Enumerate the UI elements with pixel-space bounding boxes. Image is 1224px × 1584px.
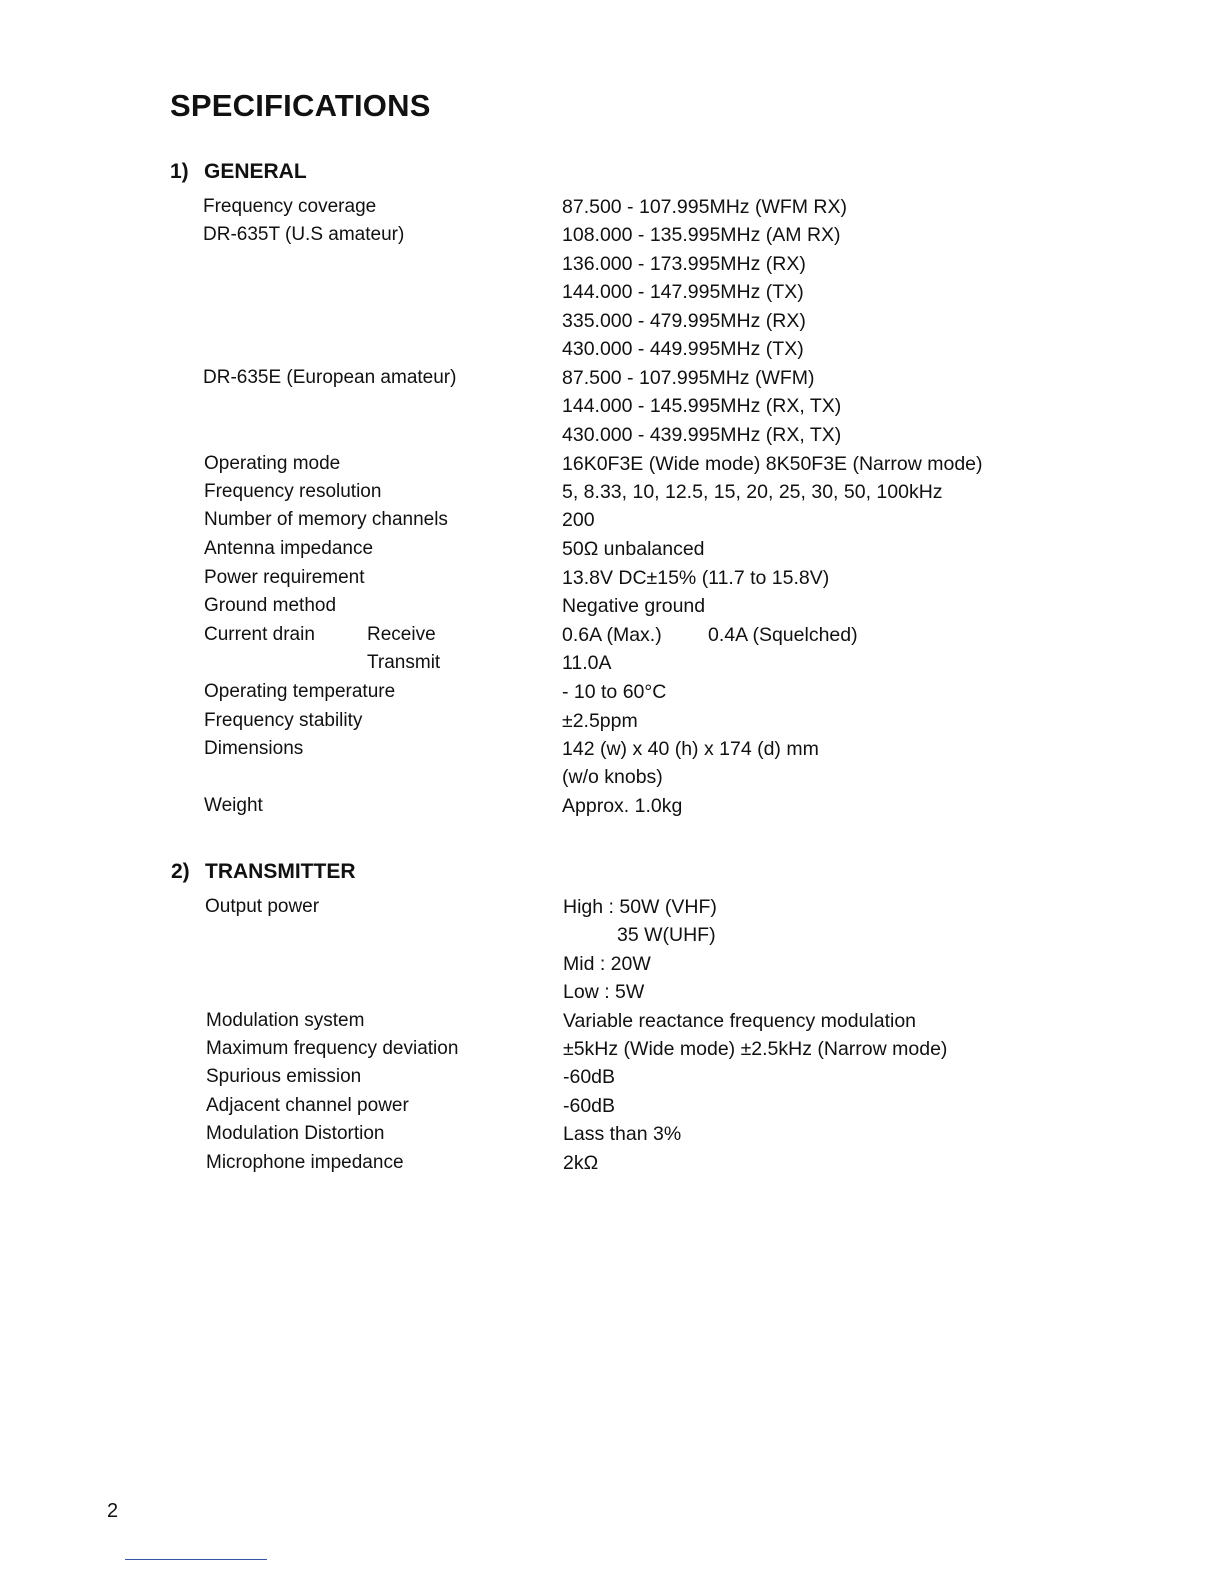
spec-value: 13.8V DC±15% (11.7 to 15.8V) (562, 567, 830, 589)
section-transmitter-heading (171, 860, 356, 884)
spec-value-receive-squelched: 0.4A (Squelched) (708, 624, 858, 646)
spec-value-dr635e-1: 87.500 - 107.995MHz (WFM) (562, 367, 815, 389)
footer-divider (125, 1559, 267, 1560)
spec-value-output-high: High : 50W (VHF) (563, 896, 717, 918)
spec-value: ±5kHz (Wide mode) ±2.5kHz (Narrow mode) (563, 1038, 948, 1060)
spec-value: Lass than 3% (563, 1123, 682, 1145)
section-general-heading (170, 160, 307, 184)
spec-value: 16K0F3E (Wide mode) 8K50F3E (Narrow mode) (562, 453, 983, 475)
spec-value: ±2.5ppm (562, 710, 638, 732)
section-number: 2) (171, 860, 190, 883)
spec-label: Maximum frequency deviation (206, 1038, 459, 1059)
spec-label: Dimensions (204, 738, 304, 759)
section-title: TRANSMITTER (205, 860, 356, 883)
spec-value-output-uhf: 35 W(UHF) (617, 924, 716, 946)
spec-label: Ground method (204, 595, 337, 616)
spec-value: 200 (562, 509, 595, 531)
spec-value-dr635t-6: 430.000 - 449.995MHz (TX) (562, 338, 804, 360)
spec-label: Frequency stability (204, 710, 363, 731)
spec-label: Power requirement (204, 567, 365, 588)
spec-label: Spurious emission (206, 1066, 362, 1087)
spec-sublabel-receive: Receive (367, 624, 436, 645)
spec-label: Operating mode (204, 453, 341, 474)
spec-value: 142 (w) x 40 (h) x 174 (d) mm (562, 738, 819, 760)
page-number: 2 (107, 1500, 119, 1522)
spec-label: Adjacent channel power (206, 1095, 409, 1116)
spec-label: Microphone impedance (206, 1152, 404, 1173)
spec-value-dr635t-1: 87.500 - 107.995MHz (WFM RX) (562, 196, 848, 218)
spec-value-output-mid: Mid : 20W (563, 953, 651, 975)
spec-value: Negative ground (562, 595, 706, 617)
spec-sublabel-transmit: Transmit (367, 652, 441, 673)
spec-value: - 10 to 60°C (562, 681, 667, 703)
spec-value-dr635t-3: 136.000 - 173.995MHz (RX) (562, 253, 806, 275)
spec-label: Modulation system (206, 1010, 365, 1031)
spec-value-dimensions-note: (w/o knobs) (562, 766, 663, 788)
spec-label: Frequency resolution (204, 481, 382, 502)
spec-value-dr635t-5: 335.000 - 479.995MHz (RX) (562, 310, 806, 332)
spec-label-frequency-coverage: Frequency coverage (203, 196, 377, 217)
spec-value: 50Ω unbalanced (562, 538, 705, 560)
spec-value-output-low: Low : 5W (563, 981, 645, 1003)
spec-label-current-drain: Current drain (204, 624, 315, 645)
spec-value: 5, 8.33, 10, 12.5, 15, 20, 25, 30, 50, 100kHz (562, 481, 943, 503)
spec-value: Variable reactance frequency modulation (563, 1010, 917, 1032)
spec-value-receive: 0.6A (Max.) (562, 624, 662, 646)
spec-label: Antenna impedance (204, 538, 374, 559)
spec-label-dr635t: DR-635T (U.S amateur) (203, 224, 405, 245)
spec-label-weight: Weight (204, 795, 263, 816)
spec-value-dr635t-4: 144.000 - 147.995MHz (TX) (562, 281, 804, 303)
spec-value-weight: Approx. 1.0kg (562, 795, 683, 817)
spec-value: -60dB (563, 1095, 616, 1117)
spec-label: Operating temperature (204, 681, 396, 702)
spec-label: Modulation Distortion (206, 1123, 385, 1144)
spec-value-dr635t-2: 108.000 - 135.995MHz (AM RX) (562, 224, 841, 246)
spec-value-transmit: 11.0A (562, 652, 612, 674)
section-title: GENERAL (204, 160, 307, 183)
spec-value: 2kΩ (563, 1152, 599, 1174)
section-number: 1) (170, 160, 189, 183)
spec-label-output-power: Output power (205, 896, 320, 917)
spec-label-dr635e: DR-635E (European amateur) (203, 367, 457, 388)
spec-value-dr635e-2: 144.000 - 145.995MHz (RX, TX) (562, 395, 842, 417)
spec-label: Number of memory channels (204, 509, 448, 530)
page-title: SPECIFICATIONS (170, 88, 431, 123)
spec-value-dr635e-3: 430.000 - 439.995MHz (RX, TX) (562, 424, 842, 446)
spec-value: -60dB (563, 1066, 616, 1088)
